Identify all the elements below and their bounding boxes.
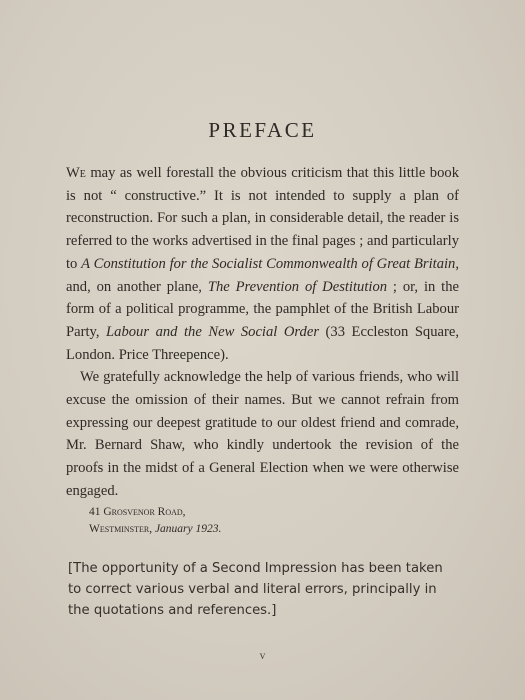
- pamphlet-title: Labour and the New Social Order: [106, 323, 320, 340]
- opening-word: We: [66, 165, 86, 181]
- signoff: [89, 504, 221, 538]
- paragraph-2: We gratefully acknowledge the help of various friends, who will excuse the omission of their names. But we cannot refrain from expressing our deepest gratitude to our oldest friend and comrade, Mr. Bernard Shaw, who kindly undertook the revision of the proofs in the midst of a General Election when we were otherwise engaged.: [66, 369, 459, 499]
- paragraph-1: [66, 162, 459, 366]
- paragraph-1-text-d: (33 Eccleston Square, London. Price Threepence).: [66, 323, 459, 363]
- page-heading: PREFACE: [208, 118, 317, 142]
- paragraph-1-text-c: ; or, in the form of a political programme, the pamphlet of the British Labour Party,: [66, 278, 459, 340]
- impression-note: [The opportunity of a Second Impression has been taken to correct various verbal and literal errors, principally in the quotations and references.]: [68, 561, 443, 618]
- signoff-date: January 1923.: [154, 523, 222, 535]
- book-title-prevention: The Prevention of Destitution: [207, 278, 388, 295]
- book-title-constitution: A Constitution for the Socialist Commonwealth of Great Britain: [81, 255, 456, 272]
- signoff-address: 41 Grosvenor Road,: [89, 506, 186, 518]
- paragraph-1-text-b: , and, on another plane,: [66, 255, 459, 295]
- signoff-line-2: [89, 521, 221, 538]
- page-number: v: [259, 650, 266, 662]
- signoff-place: Westminster,: [89, 523, 153, 535]
- paragraph-1-text-a: may as well forestall the obvious criticism that this little book is not “ constructive.” It is not intended to supply a plan of reconstruction. For such a plan, in considerable detail, the reader is referred to the works advertised in the final pages ; and particularly to: [66, 165, 459, 272]
- preface-body: [66, 162, 459, 503]
